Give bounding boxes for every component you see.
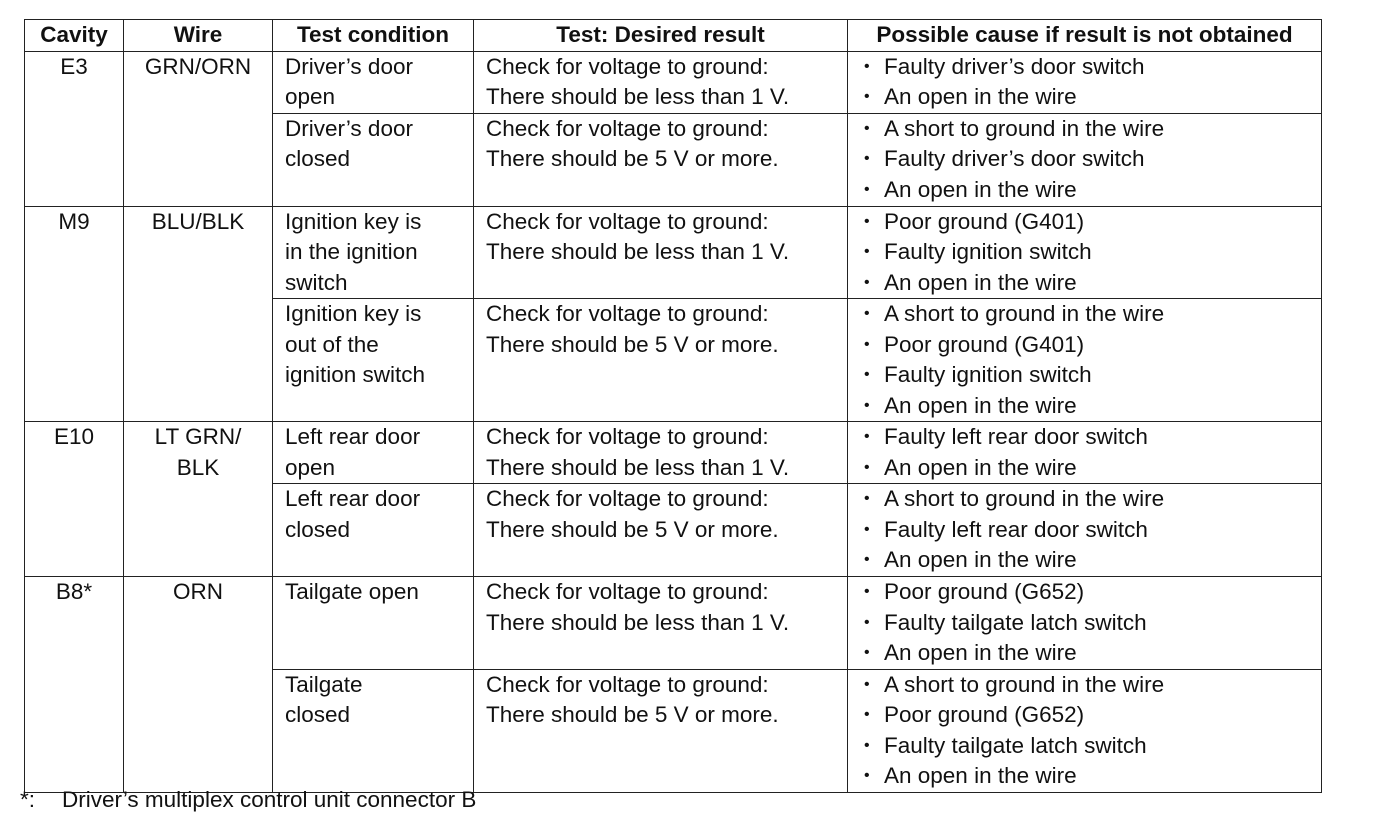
cause-list: [860, 52, 1321, 113]
test-condition-line: Driver’s door: [285, 115, 413, 141]
table-row: [25, 206, 1322, 299]
test-condition-line: Left rear door: [285, 424, 421, 449]
cause-list: [860, 207, 1321, 299]
desired-result-line: Check for voltage to ground:: [486, 671, 769, 697]
cause-item: • A short to ground in the wire: [860, 299, 1321, 330]
wire-line: BLU/BLK: [151, 208, 245, 234]
cause-item: • Poor ground (G652): [860, 700, 1321, 731]
cause-list: [860, 484, 1321, 576]
desired-result-line: There should be 5 V or more.: [486, 331, 779, 357]
wire-cell: [124, 422, 273, 577]
desired-result-line: Check for voltage to ground:: [486, 53, 769, 79]
test-condition-line: closed: [285, 702, 351, 727]
test-condition-line: open: [285, 454, 336, 480]
desired-result-cell: [474, 577, 848, 670]
footnote-mark: *:: [20, 787, 36, 812]
cause-list: [860, 422, 1321, 483]
cause-item: • An open in the wire: [860, 545, 1321, 576]
test-condition-cell: [273, 299, 474, 422]
desired-result-line: Check for voltage to ground:: [486, 208, 769, 234]
troubleshooting-table: [24, 19, 1322, 793]
header-row: [25, 20, 1322, 52]
header-test-condition: Test condition: [273, 20, 474, 52]
test-condition-line: in the ignition: [285, 239, 418, 264]
cause-item: • Poor ground (G401): [860, 330, 1321, 361]
cavity-cell: M9: [25, 206, 124, 422]
cause-item: • A short to ground in the wire: [860, 670, 1321, 701]
cause-list: [860, 670, 1321, 792]
desired-result-line: Check for voltage to ground:: [486, 486, 769, 511]
possible-cause-cell: [848, 422, 1322, 484]
possible-cause-cell: [848, 577, 1322, 670]
test-condition-line: ignition switch: [285, 362, 426, 387]
test-condition-line: closed: [285, 516, 351, 542]
possible-cause-cell: [848, 484, 1322, 577]
test-condition-cell: [273, 51, 474, 113]
header-wire: Wire: [124, 20, 273, 52]
cause-item: • An open in the wire: [860, 175, 1321, 206]
possible-cause-cell: [848, 669, 1322, 792]
cause-item: • Poor ground (G401): [860, 207, 1321, 238]
desired-result-line: There should be less than 1 V.: [486, 609, 790, 635]
cavity-cell: E10: [25, 422, 124, 577]
desired-result-cell: [474, 422, 848, 484]
possible-cause-cell: [848, 206, 1322, 299]
wire-line: BLK: [176, 454, 220, 480]
test-condition-cell: [273, 113, 474, 206]
cause-item: • An open in the wire: [860, 453, 1321, 484]
table-row: [25, 577, 1322, 670]
wire-cell: [124, 51, 273, 206]
desired-result-cell: [474, 206, 848, 299]
wire-cell: [124, 206, 273, 422]
test-condition-line: out of the: [285, 331, 379, 357]
cavity-cell: B8*: [25, 577, 124, 793]
cause-item: • Faulty left rear door switch: [860, 422, 1321, 453]
test-condition-line: Driver’s door: [285, 53, 413, 79]
cause-item: • Faulty driver’s door switch: [860, 144, 1321, 175]
cause-item: • A short to ground in the wire: [860, 114, 1321, 145]
cause-item: • Faulty ignition switch: [860, 237, 1321, 268]
table-body: [25, 51, 1322, 792]
test-condition-cell: [273, 422, 474, 484]
desired-result-cell: [474, 51, 848, 113]
cavity-cell: E3: [25, 51, 124, 206]
cause-item: • An open in the wire: [860, 268, 1321, 299]
footnote-text: Driver’s multiplex control unit connector B: [62, 787, 477, 812]
desired-result-line: There should be 5 V or more.: [486, 702, 779, 727]
desired-result-line: Check for voltage to ground:: [486, 301, 769, 326]
table-row: [25, 51, 1322, 113]
cause-list: [860, 114, 1321, 206]
desired-result-line: There should be less than 1 V.: [486, 239, 790, 264]
cause-item: • Faulty tailgate latch switch: [860, 608, 1321, 639]
cause-list: [860, 577, 1321, 669]
desired-result-cell: [474, 113, 848, 206]
cause-item: • Faulty tailgate latch switch: [860, 731, 1321, 762]
possible-cause-cell: [848, 299, 1322, 422]
test-condition-line: open: [285, 84, 336, 109]
desired-result-line: There should be 5 V or more.: [486, 146, 779, 171]
test-condition-line: switch: [285, 269, 348, 295]
header-desired-result: Test: Desired result: [474, 20, 848, 52]
test-condition-cell: [273, 577, 474, 670]
cause-item: • An open in the wire: [860, 82, 1321, 113]
header-possible-cause: Possible cause if result is not obtained: [848, 20, 1322, 52]
test-condition-cell: [273, 206, 474, 299]
desired-result-line: Check for voltage to ground:: [486, 115, 769, 141]
header-cavity: Cavity: [25, 20, 124, 52]
possible-cause-cell: [848, 51, 1322, 113]
cause-item: • An open in the wire: [860, 638, 1321, 669]
desired-result-cell: [474, 299, 848, 422]
cause-item: • An open in the wire: [860, 391, 1321, 422]
wire-cell: [124, 577, 273, 793]
cause-item: • Faulty left rear door switch: [860, 515, 1321, 546]
test-condition-line: Ignition key is: [285, 301, 422, 326]
test-condition-line: Tailgate open: [285, 579, 419, 604]
test-condition-cell: [273, 484, 474, 577]
table-row: [25, 422, 1322, 484]
cause-list: [860, 299, 1321, 421]
desired-result-cell: [474, 484, 848, 577]
possible-cause-cell: [848, 113, 1322, 206]
cause-item: • Faulty driver’s door switch: [860, 52, 1321, 83]
desired-result-line: There should be less than 1 V.: [486, 84, 790, 109]
test-condition-line: Tailgate: [285, 671, 363, 697]
wire-line: ORN: [173, 579, 223, 604]
desired-result-line: Check for voltage to ground:: [486, 424, 769, 449]
desired-result-cell: [474, 669, 848, 792]
cause-item: • An open in the wire: [860, 761, 1321, 792]
footnote: [20, 786, 476, 814]
test-condition-cell: [273, 669, 474, 792]
wire-line: GRN/ORN: [144, 53, 252, 79]
cause-item: • A short to ground in the wire: [860, 484, 1321, 515]
desired-result-line: There should be 5 V or more.: [486, 516, 779, 542]
wire-line: LT GRN/: [154, 424, 242, 449]
test-condition-line: Ignition key is: [285, 208, 422, 234]
test-condition-line: closed: [285, 146, 351, 171]
desired-result-line: There should be less than 1 V.: [486, 454, 790, 480]
desired-result-line: Check for voltage to ground:: [486, 579, 769, 604]
cause-item: • Poor ground (G652): [860, 577, 1321, 608]
cause-item: • Faulty ignition switch: [860, 360, 1321, 391]
test-condition-line: Left rear door: [285, 486, 421, 511]
